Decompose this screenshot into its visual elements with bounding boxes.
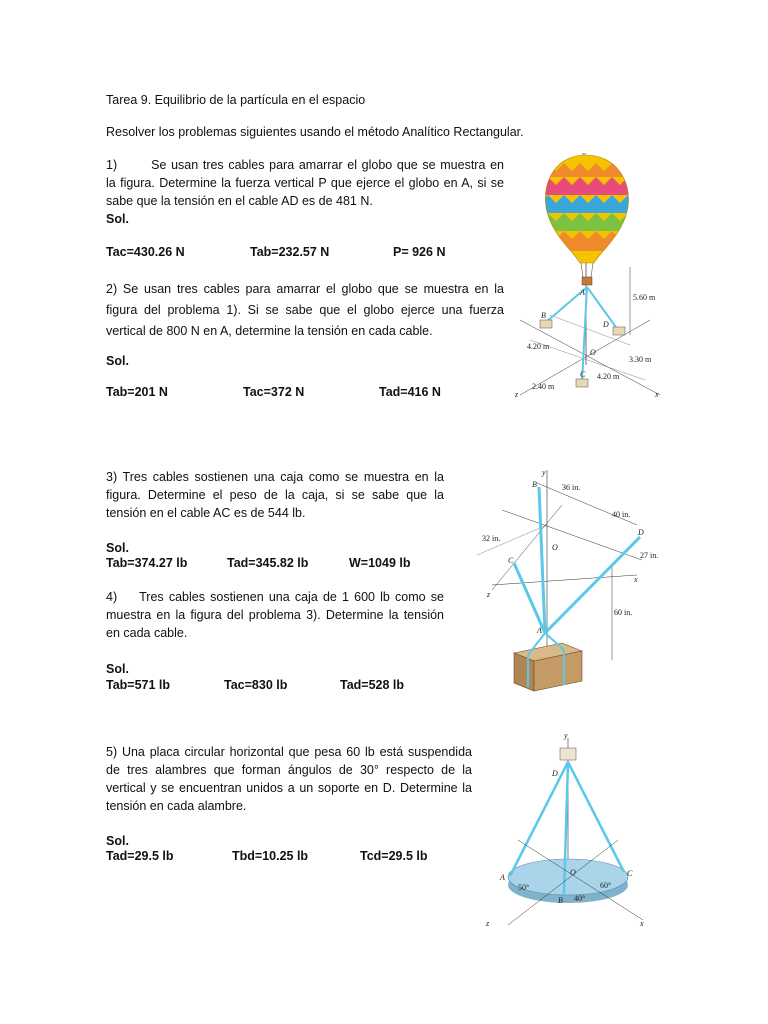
instructions: Resolver los problemas siguientes usando el método Analítico Rectangular.	[106, 125, 524, 139]
answer: P= 926 N	[393, 245, 446, 259]
balloon-figure	[510, 145, 670, 405]
y-axis-label: y	[564, 731, 568, 740]
answer: Tac=372 N	[243, 385, 305, 399]
z-axis-label: z	[515, 390, 519, 399]
answer: Tbd=10.25 lb	[232, 849, 309, 863]
problem-1-text: 1) Se usan tres cables para amarrar el globo que se muestra en la figura. Determine la fuerza vertical P que ejerce el globo en A, si se sabe que la tensión en el cable AD es de 481 N.	[106, 158, 504, 208]
dim-label: 2.40 m	[532, 382, 555, 391]
y-axis-label: y	[542, 468, 546, 477]
anchor-c	[576, 379, 588, 387]
point-b-label: B	[532, 480, 537, 489]
answer: Tac=430.26 N	[106, 245, 185, 259]
sol-label-2: Sol.	[106, 354, 129, 368]
point-a-label: A	[537, 626, 542, 635]
basket	[582, 277, 592, 285]
angle-label: 40°	[574, 894, 586, 903]
answer: Tab=571 lb	[106, 678, 171, 692]
dim-label: 60 in.	[614, 608, 633, 617]
z-axis-label: z	[487, 590, 491, 599]
problem-1-number: 1)	[106, 158, 118, 172]
dim-label: 3.30 m	[629, 355, 652, 364]
answer: Tab=232.57 N	[250, 245, 330, 259]
y-axis-label: y	[582, 150, 586, 159]
dim-label: 4.20 m	[597, 372, 620, 381]
point-a-label: A	[500, 873, 505, 882]
plate-figure	[478, 730, 668, 930]
problem-4-number: 4)	[106, 590, 118, 604]
point-d-label: D	[603, 320, 609, 329]
origin-label: O	[570, 868, 576, 877]
sol-label-5: Sol.	[106, 834, 129, 848]
answer: Tac=830 lb	[224, 678, 288, 692]
dim-label: 5.60 m	[633, 293, 656, 302]
cables	[545, 287, 618, 382]
z-axis-label: z	[486, 919, 490, 928]
anchor-d	[613, 327, 625, 335]
problem-4-text: 4) Tres cables sostienen una caja de 1 600 lb como se muestra en la figura del problema 3). Determine la tensión en cada cable.	[106, 590, 444, 640]
support	[560, 748, 576, 760]
point-b-label: B	[541, 311, 546, 320]
answer: Tab=201 N	[106, 385, 168, 399]
box-figure	[462, 465, 672, 695]
sol-label-1: Sol.	[106, 212, 129, 226]
problem-5-text: 5) Una placa circular horizontal que pesa 60 lb está suspendida de tres alambres que forman ángulos de 30° respecto de la vertical y se encuentran unidos a un soporte en D. Determine la tensión en cada alambre.	[106, 745, 472, 813]
dim-label: 32 in.	[482, 534, 501, 543]
crate	[514, 643, 582, 691]
x-axis-label: x	[655, 390, 659, 399]
point-d-label: D	[638, 528, 644, 537]
anchor-b	[540, 320, 552, 328]
problem-3-text: 3) Tres cables sostienen una caja como se muestra en la figura. Determine el peso de la caja, si se sabe que la tensión en el cable AC es de 544 lb.	[106, 470, 444, 520]
dim-label: 36 in.	[562, 483, 581, 492]
x-axis-label: x	[634, 575, 638, 584]
point-b-label: B	[558, 896, 563, 905]
answer: Tcd=29.5 lb	[360, 849, 428, 863]
dim-label: 40 in.	[612, 510, 631, 519]
x-axis	[492, 575, 637, 585]
point-c-label: C	[580, 370, 586, 379]
point-d-label: D	[552, 769, 558, 778]
page-title: Tarea 9. Equilibrio de la partícula en el espacio	[106, 93, 366, 107]
origin-label: O	[590, 348, 596, 357]
answer: Tad=416 N	[379, 385, 441, 399]
point-c-label: C	[508, 556, 514, 565]
point-c-label: C	[627, 869, 633, 878]
sol-label-3: Sol.	[106, 541, 129, 555]
angle-label: 50°	[518, 883, 530, 892]
dim-label: 4.20 m	[527, 342, 550, 351]
x-axis-label: x	[640, 919, 644, 928]
sol-label-4: Sol.	[106, 662, 129, 676]
answer: W=1049 lb	[349, 556, 411, 570]
dim-label: 27 in.	[640, 551, 659, 560]
problem-2-text: 2) Se usan tres cables para amarrar el globo que se muestra en la figura del problema 1). Si se sabe que el globo ejerce una fuerza vertical de 800 N en A, determine la tensión en cada cable.	[106, 282, 504, 338]
origin-label: O	[552, 543, 558, 552]
point-a-label: A	[580, 288, 585, 297]
answer: Tab=374.27 lb	[106, 556, 188, 570]
balloon-envelope	[540, 150, 640, 270]
answer: Tad=29.5 lb	[106, 849, 174, 863]
answer: Tad=345.82 lb	[227, 556, 309, 570]
answer: Tad=528 lb	[340, 678, 405, 692]
angle-label: 60°	[600, 881, 612, 890]
